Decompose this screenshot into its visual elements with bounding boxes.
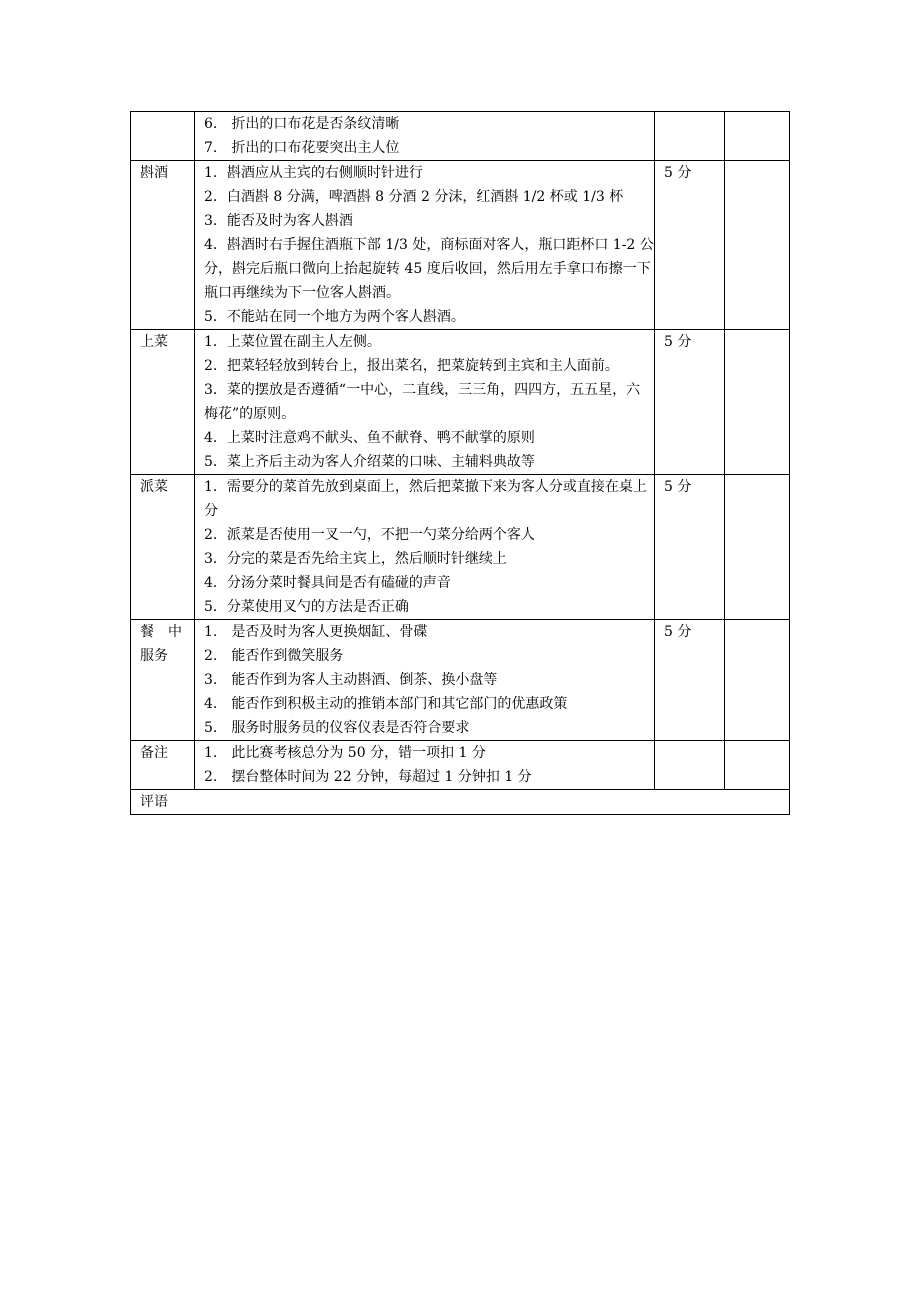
- criteria-cell: [195, 475, 655, 620]
- table-row: [131, 161, 790, 330]
- criteria-item: 4．上菜时注意鸡不献头、鱼不献脊、鸭不献掌的原则: [204, 430, 535, 446]
- table-row: [131, 330, 790, 475]
- criteria-cell: [195, 741, 655, 790]
- remark-label: 评语: [131, 790, 790, 815]
- table-row: [131, 741, 790, 790]
- category-label: 派菜: [140, 479, 168, 495]
- table-row: [131, 112, 790, 161]
- criteria-item: 4．分汤分菜时餐具间是否有磕碰的声音: [204, 575, 451, 591]
- mark-cell: [725, 330, 790, 475]
- remark-row: [131, 790, 790, 815]
- category-cell: [131, 620, 195, 741]
- criteria-cell: [195, 112, 655, 161]
- criteria-item: 7. 折出的口布花要突出主人位: [204, 140, 400, 156]
- criteria-item: 1．上菜位置在副主人左侧。: [204, 334, 381, 350]
- criteria-item: 5. 服务时服务员的仪容仪表是否符合要求: [204, 720, 470, 736]
- criteria-item: 3．能否及时为客人斟酒: [204, 213, 353, 229]
- criteria-item: 3．菜的摆放是否遵循“一中心，二直线，三三角，四四方，五五星，六梅花”的原则。: [204, 382, 641, 422]
- category-label: [140, 354, 194, 378]
- score-cell: 5 分: [655, 475, 725, 620]
- criteria-cell: [195, 161, 655, 330]
- criteria-item: 5．分菜使用叉勺的方法是否正确: [204, 599, 409, 615]
- table-row: [131, 620, 790, 741]
- criteria-item: 5．不能站在同一个地方为两个客人斟酒。: [204, 309, 465, 325]
- category-cell: [131, 475, 195, 620]
- score-cell: [655, 741, 725, 790]
- criteria-item: 2. 能否作到微笑服务: [204, 648, 344, 664]
- scoring-table: [130, 111, 790, 815]
- criteria-item: 2．白酒斟 8 分满，啤酒斟 8 分酒 2 分沫，红酒斟 1/2 杯或 1/3 杯: [204, 189, 624, 205]
- scoring-table-body: [131, 112, 790, 790]
- category-label: 斟酒: [140, 165, 168, 181]
- mark-cell: [725, 620, 790, 741]
- score-cell: 5 分: [655, 620, 725, 741]
- criteria-cell: [195, 620, 655, 741]
- category-label: [140, 499, 194, 523]
- category-label: [140, 136, 194, 160]
- category-label: 备注: [140, 745, 168, 761]
- criteria-item: 6. 折出的口布花是否条纹清晰: [204, 116, 400, 132]
- criteria-item: 1. 此比赛考核总分为 50 分，错一项扣 1 分: [204, 745, 486, 761]
- score-cell: 5 分: [655, 330, 725, 475]
- category-label: [140, 185, 194, 209]
- criteria-item: 1. 是否及时为客人更换烟缸、骨碟: [204, 624, 428, 640]
- category-label: 餐 中: [140, 624, 182, 640]
- category-label: [140, 112, 194, 136]
- category-cell: [131, 112, 195, 161]
- table-row: [131, 475, 790, 620]
- mark-cell: [725, 112, 790, 161]
- criteria-item: 4. 能否作到积极主动的推销本部门和其它部门的优惠政策: [204, 696, 568, 712]
- criteria-item: 3．分完的菜是否先给主宾上，然后顺时针继续上: [204, 551, 507, 567]
- criteria-item: 1．需要分的菜首先放到桌面上，然后把菜撤下来为客人分或直接在桌上分: [204, 479, 647, 519]
- mark-cell: [725, 741, 790, 790]
- criteria-item: 4．斟酒时右手握住酒瓶下部 1/3 处，商标面对客人，瓶口距杯口 1-2 公分，斟完后瓶口微向上抬起旋转 45 度后收回，然后用左手拿口布擦一下瓶口再继续为下一位客人斟酒。: [204, 237, 654, 301]
- criteria-item: 2．派菜是否使用一叉一勺，不把一勺菜分给两个客人: [204, 527, 535, 543]
- criteria-item: 3. 能否作到为客人主动斟酒、倒茶、换小盘等: [204, 672, 498, 688]
- category-label: 上菜: [140, 334, 168, 350]
- criteria-item: 5．菜上齐后主动为客人介绍菜的口味、主辅料典故等: [204, 454, 535, 470]
- category-label: [140, 765, 194, 789]
- criteria-cell: [195, 330, 655, 475]
- mark-cell: [725, 475, 790, 620]
- criteria-item: 2. 摆台整体时间为 22 分钟，每超过 1 分钟扣 1 分: [204, 769, 532, 785]
- criteria-item: 1．斟酒应从主宾的右侧顺时针进行: [204, 165, 423, 181]
- category-cell: [131, 741, 195, 790]
- criteria-item: 2．把菜轻轻放到转台上，报出菜名，把菜旋转到主宾和主人面前。: [204, 358, 619, 374]
- mark-cell: [725, 161, 790, 330]
- score-cell: 5 分: [655, 161, 725, 330]
- category-label: 服务: [140, 648, 168, 664]
- category-cell: [131, 161, 195, 330]
- category-cell: [131, 330, 195, 475]
- score-cell: [655, 112, 725, 161]
